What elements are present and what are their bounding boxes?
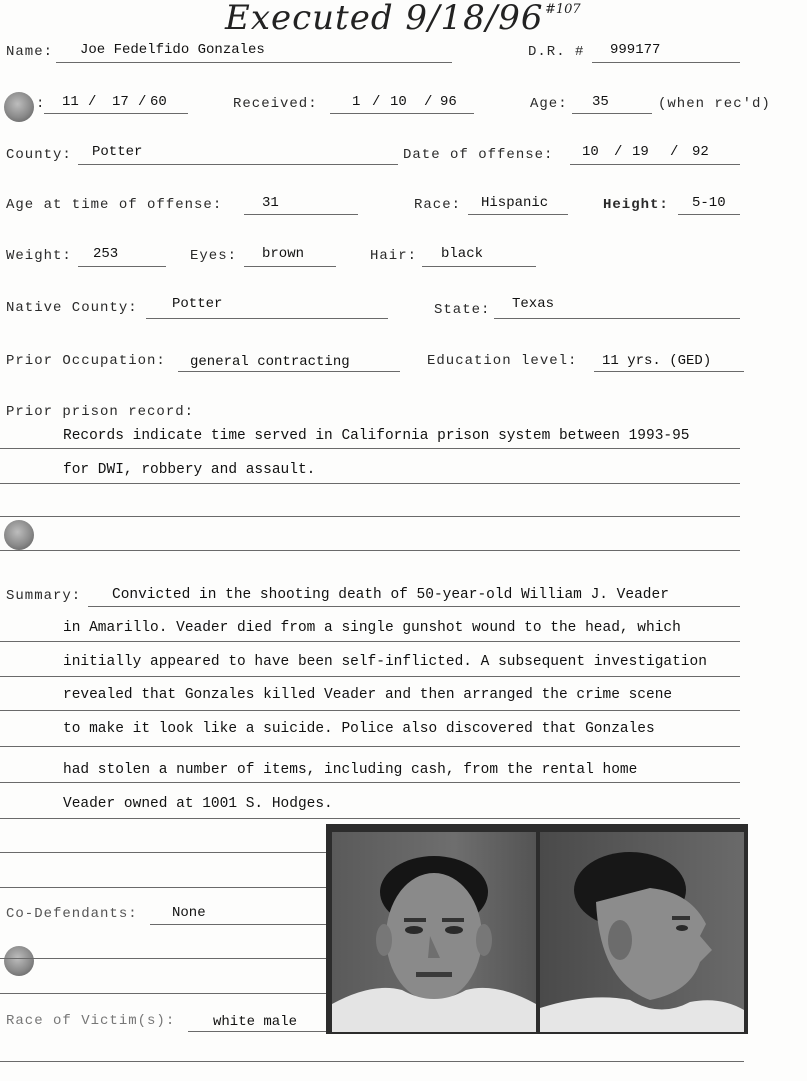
blank-rule-3: [0, 852, 326, 853]
summary-rule-2: [0, 641, 740, 642]
native-county-rule: [146, 318, 388, 319]
dr-value: 999177: [610, 42, 661, 58]
age-offense-rule: [244, 214, 358, 215]
offense-date-label: Date of offense:: [403, 147, 554, 163]
punch-hole-top: [4, 92, 34, 122]
summary-rule-5: [0, 746, 740, 747]
codefendants-label: Co-Defendants:: [6, 906, 138, 922]
summary-label: Summary:: [6, 588, 82, 604]
offense-day: 19: [632, 144, 649, 160]
name-rule: [56, 62, 452, 63]
eyes-label: Eyes:: [190, 248, 238, 264]
received-rule: [330, 113, 474, 114]
offense-sep-2: /: [670, 144, 679, 160]
summary-line-7: Veader owned at 1001 S. Hodges.: [63, 796, 333, 812]
hair-label: Hair:: [370, 248, 418, 264]
occupation-label: Prior Occupation:: [6, 353, 166, 369]
race-rule: [468, 214, 568, 215]
prior-record-rule-2: [0, 483, 740, 484]
victim-race-rule: [188, 1031, 328, 1032]
dob-sep-2: /: [138, 94, 147, 110]
mugshot-profile-view: [540, 832, 744, 1032]
state-rule: [494, 318, 740, 319]
county-label: County:: [6, 147, 72, 163]
summary-rule-4: [0, 710, 740, 711]
dob-rule: [44, 113, 188, 114]
summary-rule-6: [0, 782, 740, 783]
corner-handwritten-number: #107: [545, 2, 581, 17]
state-label: State:: [434, 302, 491, 318]
received-sep-2: /: [424, 94, 433, 110]
summary-line-1: Convicted in the shooting death of 50-year-old William J. Veader: [112, 587, 669, 603]
summary-rule-3: [0, 676, 740, 677]
received-day: 10: [390, 94, 407, 110]
name-value: Joe Fedelfido Gonzales: [80, 42, 265, 58]
executed-handwritten-note: Executed 9/18/96: [225, 0, 544, 38]
age-label: Age:: [530, 96, 568, 112]
blank-rule-4: [0, 887, 326, 888]
county-rule: [78, 164, 398, 165]
weight-rule: [78, 266, 166, 267]
state-value: Texas: [512, 296, 555, 312]
prior-record-label: Prior prison record:: [6, 404, 195, 420]
summary-rule-7: [0, 818, 740, 819]
age-note: (when rec'd): [658, 96, 771, 112]
dr-rule: [592, 62, 740, 63]
received-month: 1: [352, 94, 361, 110]
weight-label: Weight:: [6, 248, 72, 264]
received-label: Received:: [233, 96, 318, 112]
name-label: Name:: [6, 44, 54, 60]
dob-month: 11: [62, 94, 79, 110]
race-label: Race:: [414, 197, 462, 213]
eyes-rule: [244, 266, 336, 267]
victim-race-value: white male: [213, 1014, 298, 1030]
dob-sep-1: /: [88, 94, 97, 110]
height-value: 5-10: [692, 195, 726, 211]
codefendants-rule: [150, 924, 326, 925]
offense-month: 10: [582, 144, 599, 160]
bottom-rule: [0, 1061, 744, 1062]
height-rule: [678, 214, 740, 215]
education-rule: [594, 371, 744, 372]
punch-hole-bottom: [4, 946, 34, 976]
summary-line-6: had stolen a number of items, including cash, from the rental home: [63, 762, 638, 778]
dr-label: D.R. #: [528, 44, 585, 60]
blank-rule-1: [0, 516, 740, 517]
summary-line-3: initially appeared to have been self-inflicted. A subsequent investigation: [63, 654, 707, 670]
prior-record-line-2: for DWI, robbery and assault.: [63, 462, 316, 478]
summary-line-2: in Amarillo. Veader died from a single gunshot wound to the head, which: [63, 620, 681, 636]
age-offense-value: 31: [262, 195, 279, 211]
summary-line-4: revealed that Gonzales killed Veader and then arranged the crime scene: [63, 687, 673, 703]
received-sep-1: /: [372, 94, 381, 110]
summary-line-5: to make it look like a suicide. Police also discovered that Gonzales: [63, 721, 655, 737]
mugshot-front-figure: [332, 832, 536, 1032]
mugshot-photo-frame: [326, 824, 748, 1034]
dob-day: 17: [112, 94, 129, 110]
age-rule: [572, 113, 652, 114]
education-label: Education level:: [427, 353, 578, 369]
race-value: Hispanic: [481, 195, 549, 211]
blank-rule-5: [0, 958, 326, 959]
age-offense-label: Age at time of offense:: [6, 197, 223, 213]
dob-label: :: [36, 96, 46, 112]
height-label: Height:: [603, 197, 669, 213]
education-value: 11 yrs. (GED): [602, 353, 712, 369]
age-value: 35: [592, 94, 609, 110]
offense-date-rule: [570, 164, 740, 165]
offense-year: 92: [692, 144, 709, 160]
blank-rule-6: [0, 993, 326, 994]
offense-sep-1: /: [614, 144, 623, 160]
codefendants-value: None: [172, 905, 206, 921]
mugshot-front-view: [332, 832, 536, 1032]
blank-rule-2: [0, 550, 740, 551]
dob-year: 60: [150, 94, 167, 110]
eyes-value: brown: [262, 246, 305, 262]
victim-race-label: Race of Victim(s):: [6, 1013, 176, 1029]
summary-rule-1: [88, 606, 740, 607]
received-year: 96: [440, 94, 457, 110]
weight-value: 253: [93, 246, 119, 262]
punch-hole-middle: [4, 520, 34, 550]
county-value: Potter: [92, 144, 143, 160]
mugshot-profile-figure: [540, 832, 744, 1032]
occupation-value: general contracting: [190, 354, 350, 370]
prior-record-rule-1: [0, 448, 740, 449]
hair-value: black: [441, 246, 484, 262]
native-county-label: Native County:: [6, 300, 138, 316]
prior-record-line-1: Records indicate time served in California prison system between 1993-95: [63, 428, 690, 444]
hair-rule: [422, 266, 536, 267]
native-county-value: Potter: [172, 296, 223, 312]
occupation-rule: [178, 371, 400, 372]
